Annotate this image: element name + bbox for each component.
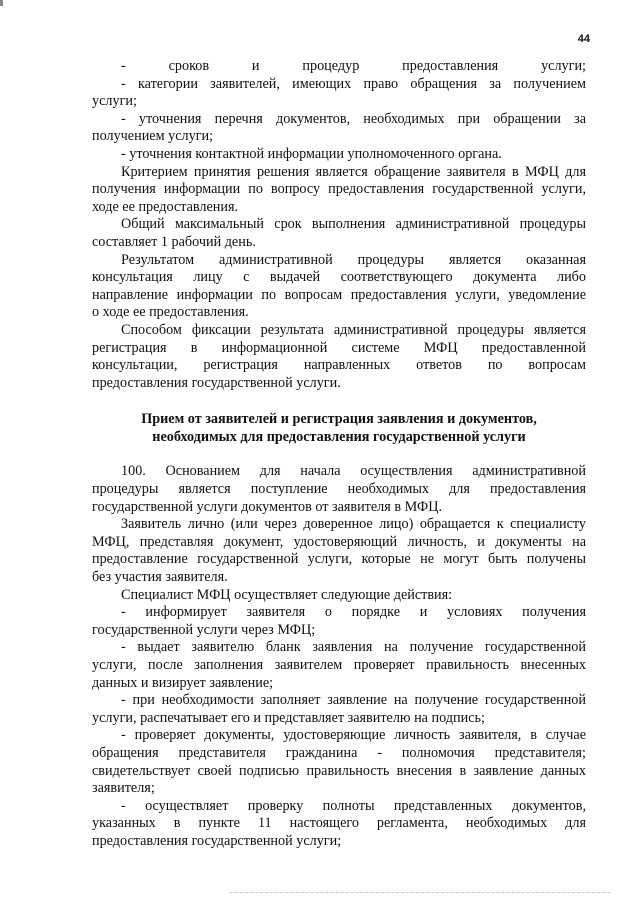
text-line: - уточнения перечня документов, необходимых при обращении за xyxy=(121,110,586,127)
text-line: обращения представителя гражданина - полномочия представителя; xyxy=(92,744,586,761)
text-line: МФЦ, представляя документ, удостоверяющий личность, и документы на xyxy=(92,533,586,550)
text-line: услуги, после заполнения заявителем проверяет правильность внесенных xyxy=(92,657,586,673)
heading-line: Прием от заявителей и регистрация заявления и документов, xyxy=(141,411,537,428)
text-line: предоставления государственной услуги; xyxy=(92,832,342,849)
text-line: 100. Основанием для начала осуществления административной xyxy=(121,463,586,480)
text-line: получением услуги; xyxy=(92,128,214,145)
text-line: Заявитель лично (или через доверенное лицо) обращается к специалисту xyxy=(121,516,586,533)
text-line: направление информации по вопросам предоставления услуги, уведомление xyxy=(92,286,586,303)
text-line: указанных в пункте 11 настоящего регламента, необходимых для xyxy=(92,815,586,832)
page-number: 44 xyxy=(577,33,590,45)
text-line: Критерием принятия решения является обращение заявителя в МФЦ для xyxy=(121,163,586,180)
text-line: свидетельствует своей подписью правильность внесения в заявление данных xyxy=(92,762,586,779)
document-body xyxy=(92,58,586,851)
text-line: Способом фиксации результата административной процедуры является xyxy=(121,321,586,338)
text-line: консультация лицу с выдачей соответствующего документа либо xyxy=(92,269,586,286)
scan-bottom-rule xyxy=(230,892,610,893)
text-line: составляет 1 рабочий день. xyxy=(92,233,256,250)
text-line: - информирует заявителя о порядке и условиях получения xyxy=(121,604,586,621)
text-line: без участия заявителя. xyxy=(92,569,228,586)
text-line: - при необходимости заполняет заявление на получение государственной xyxy=(121,692,586,709)
text-line: получения информации по вопросу предоставления государственной услуги, xyxy=(92,181,586,198)
text-line: Результатом административной процедуры является оказанная xyxy=(121,251,586,268)
text-line: предоставление государственной услуги, которые не могут быть получены xyxy=(92,551,586,568)
first-paragraph-block xyxy=(92,58,586,392)
text-line: о ходе ее предоставления. xyxy=(92,304,249,321)
text-line: услуги; xyxy=(92,93,137,110)
text-line: - уточнения контактной информации уполномоченного органа. xyxy=(121,145,502,162)
text-line: - выдает заявителю бланк заявления на получение государственной xyxy=(121,639,586,656)
text-line: предоставления государственной услуги. xyxy=(92,374,341,391)
heading-line: необходимых для предоставления государственной услуги xyxy=(152,428,526,445)
text-line: услуги, распечатывает его и представляет заявителю на подпись; xyxy=(92,709,485,726)
text-line: - сроков и процедур предоставления услуги; xyxy=(121,58,586,74)
text-line: - проверяет документы, удостоверяющие личность заявителя, в случае xyxy=(121,727,586,744)
text-line: государственной услуги документов от заявителя в МФЦ. xyxy=(92,498,443,515)
text-line: заявителя; xyxy=(92,780,155,797)
text-line: государственной услуги через МФЦ; xyxy=(92,621,316,638)
section-heading xyxy=(92,411,586,446)
text-line: консультации, регистрация направленных ответов по вопросам xyxy=(92,357,586,374)
scan-edge-mark xyxy=(0,0,3,6)
text-line: процедуры является поступление необходимых для предоставления xyxy=(92,481,586,498)
text-line: Общий максимальный срок выполнения административной процедуры xyxy=(121,216,586,233)
section-body-block xyxy=(92,463,586,850)
text-line: Специалист МФЦ осуществляет следующие действия: xyxy=(121,586,453,603)
text-line: ходе ее предоставления. xyxy=(92,198,239,215)
text-line: регистрация в информационной системе МФЦ предоставленной xyxy=(92,339,586,356)
text-line: - категории заявителей, имеющих право обращения за получением xyxy=(121,75,586,92)
text-line: данных и визирует заявление; xyxy=(92,674,274,691)
text-line: - осуществляет проверку полноты представленных документов, xyxy=(121,797,586,814)
